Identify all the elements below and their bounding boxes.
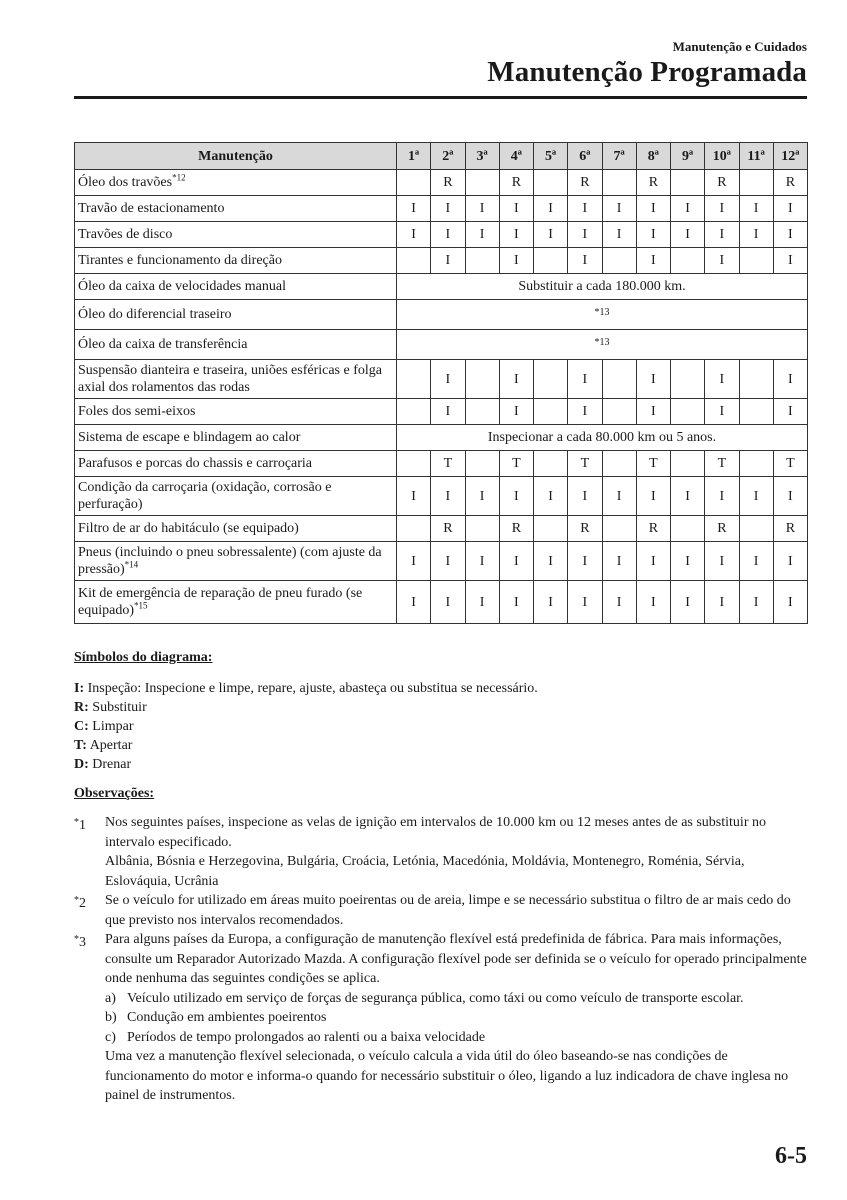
legend-title: Símbolos do diagrama: [74,650,213,665]
schedule-cell [602,170,636,196]
schedule-cell: I [499,248,533,274]
header-interval: 9ª [671,143,705,170]
table-row [75,274,808,300]
schedule-cell [671,451,705,477]
header-interval: 7ª [602,143,636,170]
schedule-cell: I [534,581,568,624]
schedule-cell: R [499,516,533,542]
item-label: Sistema de escape e blindagem ao calor [75,425,397,451]
legend-item: R: Substituir [74,700,147,715]
schedule-cell: I [568,196,602,222]
item-label: Kit de emergência de reparação de pneu furado (se equipado)$^{*15}$ [75,581,397,624]
observations-title: Observações: [74,786,155,801]
note-3-text: Para alguns países da Europa, a configuração de manutenção flexível está predefinida de fábrica. Para mais informações, consulte um Reparador Autorizado Mazda. A configuração flexível pode ser definida se o veículo for operado principalmente onde nenhuma das seguintes condições se aplica. [105,932,807,986]
schedule-cell: I [636,399,670,425]
item-label: Condição da carroçaria (oxidação, corrosão e perfuração) [75,477,397,516]
schedule-cell [739,248,773,274]
schedule-cell [534,451,568,477]
schedule-cell [602,248,636,274]
schedule-cell: I [705,360,739,399]
schedule-cell: I [636,542,670,581]
schedule-cell: T [705,451,739,477]
table-row [75,425,808,451]
item-label: Travão de estacionamento [75,196,397,222]
table-row [75,542,808,581]
footnote-ref: *14 [124,559,139,570]
schedule-cell: I [636,360,670,399]
note-3-sub-b: b) Condução em ambientes poeirentos [105,1010,327,1025]
schedule-cell: I [534,477,568,516]
schedule-cell [465,170,499,196]
schedule-cell: I [773,222,807,248]
schedule-cell: I [636,581,670,624]
schedule-cell: I [739,581,773,624]
legend-item: C: Limpar [74,719,134,734]
schedule-cell: I [568,222,602,248]
schedule-cell: I [568,477,602,516]
span-cell: Substituir a cada 180.000 km. [397,274,808,300]
schedule-cell: T [636,451,670,477]
schedule-cell: I [465,477,499,516]
schedule-cell: I [431,477,465,516]
schedule-cell: R [705,516,739,542]
schedule-cell: I [465,222,499,248]
item-label: Óleo do diferencial traseiro [75,300,397,330]
schedule-cell: I [568,581,602,624]
schedule-cell: I [431,360,465,399]
header-interval: 12ª [773,143,807,170]
schedule-cell: I [431,542,465,581]
maintenance-schedule-table [74,142,808,624]
schedule-cell: I [773,399,807,425]
header-interval: 4ª [499,143,533,170]
schedule-cell: I [397,222,431,248]
table-row [75,170,808,196]
header-interval: 3ª [465,143,499,170]
table-row [75,248,808,274]
title-rule [74,96,807,99]
schedule-cell: I [431,196,465,222]
note-1-marker: *1 [74,817,86,833]
header-interval: 10ª [705,143,739,170]
schedule-cell [397,360,431,399]
schedule-cell: I [499,399,533,425]
schedule-cell: T [499,451,533,477]
schedule-cell: I [602,542,636,581]
schedule-cell: I [602,477,636,516]
schedule-cell [602,516,636,542]
item-label: Óleo da caixa de transferência [75,330,397,360]
note-2-text: Se o veículo for utilizado em áreas muito poeirentas ou de areia, limpe e se necessário substitua o filtro de ar mais cedo do que previsto nos intervalos recomendados. [105,893,791,928]
schedule-cell [465,360,499,399]
legend-item: T: Apertar [74,738,133,753]
schedule-cell [671,248,705,274]
note-2 [74,891,807,930]
header-interval: 5ª [534,143,568,170]
schedule-cell: I [671,542,705,581]
table-row [75,330,808,360]
page-title: Manutenção Programada [487,56,807,88]
item-label: Óleo da caixa de velocidades manual [75,274,397,300]
header-interval: 8ª [636,143,670,170]
legend-item: I: Inspeção: Inspecione e limpe, repare, ajuste, abasteça ou substitua se necessário. [74,681,538,696]
schedule-cell [739,451,773,477]
schedule-cell [671,399,705,425]
note-3-marker: *3 [74,934,86,950]
note-3-sub-a: a) Veículo utilizado em serviço de forças de segurança pública, como táxi ou como veículo de transporte escolar. [105,990,744,1006]
schedule-cell: I [534,542,568,581]
schedule-cell [397,516,431,542]
schedule-cell [397,399,431,425]
schedule-cell: I [773,477,807,516]
schedule-cell [534,516,568,542]
schedule-cell [671,516,705,542]
note-3-text-continued: Uma vez a manutenção flexível selecionada, o veículo calcula a vida útil do óleo baseando-se nas condições de funcionamento do motor e informa-o quando for necessário substituir o óleo, ligando a luz indicadora de chave inglesa no painel de instrumentos. [105,1049,789,1103]
schedule-cell: T [431,451,465,477]
table-header-row [75,143,808,170]
schedule-cell [534,360,568,399]
schedule-cell: I [705,477,739,516]
schedule-cell: I [499,581,533,624]
header-interval: 6ª [568,143,602,170]
schedule-cell: I [499,477,533,516]
schedule-cell: I [431,222,465,248]
schedule-cell: I [705,248,739,274]
legend-item: D: Drenar [74,757,132,772]
item-label: Óleo dos travões$^{*12}$ [75,170,397,196]
note-3 [74,930,807,1106]
observations-notes [74,813,807,1106]
schedule-cell [739,360,773,399]
note-1 [74,813,807,891]
table-row [75,581,808,624]
schedule-cell: I [534,196,568,222]
header-interval: 1ª [397,143,431,170]
footnote-ref: *12 [172,172,186,183]
schedule-cell: I [465,196,499,222]
schedule-cell: I [397,196,431,222]
table-row [75,300,808,330]
item-label: Filtro de ar do habitáculo (se equipado) [75,516,397,542]
schedule-cell: I [431,248,465,274]
schedule-cell [397,170,431,196]
schedule-cell [465,248,499,274]
schedule-cell: I [602,581,636,624]
item-label: Travões de disco [75,222,397,248]
schedule-cell [534,399,568,425]
schedule-cell: I [705,196,739,222]
item-label: Parafusos e porcas do chassis e carroçaria [75,451,397,477]
schedule-cell: I [568,248,602,274]
section-heading: Manutenção e Cuidados [672,39,807,54]
schedule-cell: I [739,222,773,248]
schedule-cell: R [773,170,807,196]
note-1-text: Nos seguintes países, inspecione as velas de ignição em intervalos de 10.000 km ou 12 meses antes de as substituir no intervalo especificado. [105,815,766,850]
schedule-cell [602,360,636,399]
schedule-cell: I [671,581,705,624]
schedule-cell: I [602,196,636,222]
schedule-cell: T [773,451,807,477]
schedule-cell [534,170,568,196]
schedule-cell [465,516,499,542]
schedule-cell: I [773,360,807,399]
schedule-cell: R [431,516,465,542]
schedule-cell [739,399,773,425]
schedule-cell: I [671,196,705,222]
schedule-cell [602,399,636,425]
schedule-cell: R [636,516,670,542]
header-maintenance: Manutenção [75,143,397,170]
schedule-cell [534,248,568,274]
schedule-cell: I [773,196,807,222]
schedule-cell: I [773,248,807,274]
schedule-cell: R [636,170,670,196]
page-number: 6-5 [775,1143,807,1169]
span-cell: *13 [397,300,808,330]
schedule-cell: I [431,581,465,624]
schedule-cell: R [431,170,465,196]
header-interval: 2ª [431,143,465,170]
schedule-cell: I [499,360,533,399]
schedule-cell: I [602,222,636,248]
table-row [75,477,808,516]
schedule-cell: I [636,477,670,516]
schedule-cell: R [773,516,807,542]
table-row [75,451,808,477]
table-row [75,196,808,222]
schedule-cell: I [534,222,568,248]
item-label: Suspensão dianteira e traseira, uniões esféricas e folga axial dos rolamentos das rodas [75,360,397,399]
schedule-cell: I [465,581,499,624]
table-row [75,360,808,399]
schedule-cell: I [499,542,533,581]
schedule-cell: I [431,399,465,425]
schedule-cell: I [671,477,705,516]
schedule-cell [602,451,636,477]
schedule-cell: I [568,360,602,399]
schedule-cell: I [568,542,602,581]
note-3-sub-c: c) Períodos de tempo prolongados ao ralenti ou a baixa velocidade [105,1029,486,1045]
schedule-cell: I [739,477,773,516]
schedule-cell [671,170,705,196]
schedule-cell: I [499,222,533,248]
header-interval: 11ª [739,143,773,170]
schedule-cell: I [397,477,431,516]
schedule-cell: I [397,581,431,624]
schedule-cell: I [739,196,773,222]
note-1-countries: Albânia, Bósnia e Herzegovina, Bulgária, Croácia, Letónia, Macedónia, Moldávia, Montenegro, Roménia, Sérvia, Eslováquia, Ucrânia [105,854,745,889]
schedule-cell [739,170,773,196]
schedule-cell: R [568,170,602,196]
span-cell: Inspecionar a cada 80.000 km ou 5 anos. [397,425,808,451]
schedule-cell [671,360,705,399]
table-row [75,222,808,248]
schedule-cell: I [636,196,670,222]
schedule-cell: R [499,170,533,196]
schedule-cell: I [671,222,705,248]
item-label: Tirantes e funcionamento da direção [75,248,397,274]
table-row [75,516,808,542]
span-cell: *13 [397,330,808,360]
item-label: Foles dos semi-eixos [75,399,397,425]
schedule-cell: I [568,399,602,425]
schedule-cell: I [397,542,431,581]
schedule-cell: I [636,248,670,274]
schedule-cell: I [636,222,670,248]
schedule-cell: I [739,542,773,581]
legend-list [74,679,538,774]
schedule-cell: I [705,581,739,624]
schedule-cell: T [568,451,602,477]
schedule-cell: I [773,542,807,581]
schedule-cell [739,516,773,542]
schedule-cell: R [568,516,602,542]
footnote-ref: *15 [133,600,148,611]
schedule-cell: I [705,542,739,581]
item-label: Pneus (incluindo o pneu sobressalente) (com ajuste da pressão)$^{*14}$ [75,542,397,581]
schedule-cell [397,248,431,274]
schedule-cell: I [773,581,807,624]
schedule-cell: I [499,196,533,222]
note-2-marker: *2 [74,895,86,911]
table-row [75,399,808,425]
schedule-cell: I [465,542,499,581]
schedule-cell [397,451,431,477]
schedule-cell [465,451,499,477]
schedule-cell: R [705,170,739,196]
schedule-cell [465,399,499,425]
schedule-cell: I [705,399,739,425]
schedule-cell: I [705,222,739,248]
